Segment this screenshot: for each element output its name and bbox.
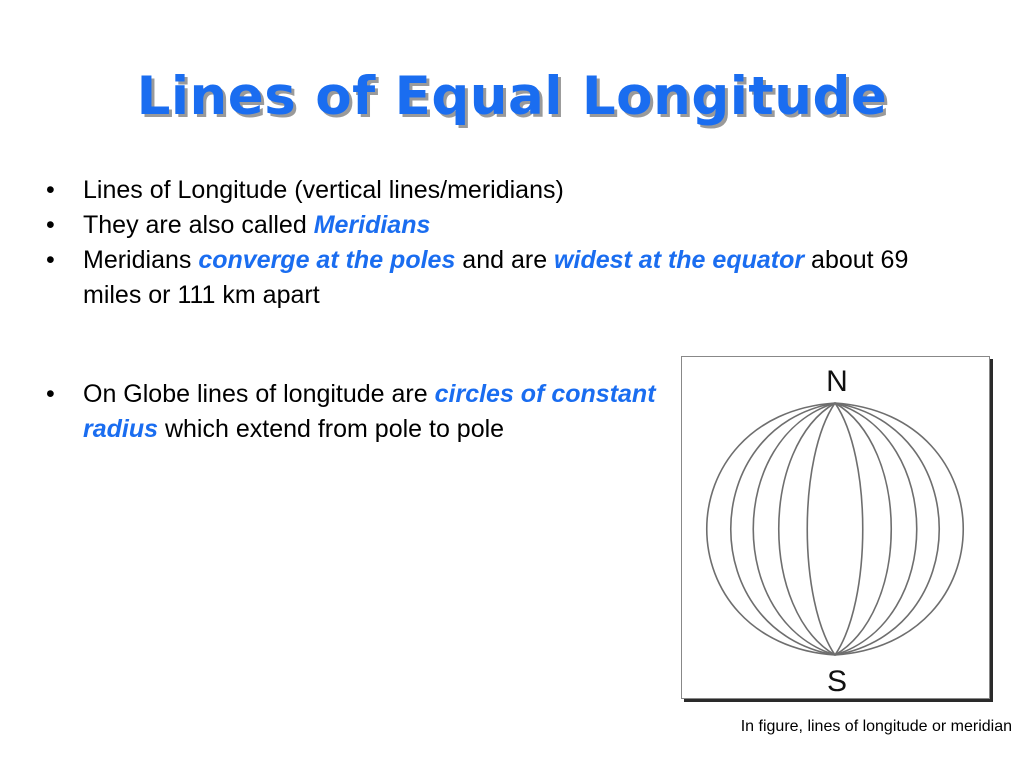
- highlight-converge: converge at the poles: [198, 246, 456, 274]
- bullet-item: [46, 208, 966, 243]
- bullet-text: which extend from pole to pole: [158, 415, 505, 443]
- meridian-line: [835, 403, 963, 655]
- bullet-dot: •: [46, 380, 55, 408]
- north-label: N: [826, 365, 848, 398]
- bullet-text: They are also called: [83, 211, 314, 239]
- south-label: S: [826, 665, 847, 698]
- bullet-text: Lines of Longitude (vertical lines/meridians): [83, 176, 564, 204]
- meridian-line: [753, 403, 835, 655]
- meridian-line: [731, 403, 835, 655]
- bullet-item: [46, 243, 966, 313]
- highlight-circles: circles of constant radius: [83, 380, 656, 443]
- bullet-text: On Globe lines of longitude are: [83, 380, 435, 408]
- bullet-dot: •: [46, 211, 55, 239]
- bullet-item: [46, 173, 966, 208]
- highlight-meridians: Meridians: [313, 211, 431, 239]
- highlight-widest: widest at the equator: [554, 246, 805, 274]
- bullet-dot: •: [46, 176, 55, 204]
- meridian-line: [835, 403, 939, 655]
- bullet-text: and are: [455, 246, 555, 274]
- bullet-dot: •: [46, 246, 55, 274]
- slide-title: Lines of Equal Longitude: [136, 66, 888, 127]
- figure-caption: In figure, lines of longitude or meridian: [740, 718, 1012, 735]
- globe-figure: [681, 356, 990, 699]
- bullet-list-top: [46, 173, 966, 313]
- meridian-line: [835, 403, 917, 655]
- meridian-line: [707, 403, 835, 655]
- meridian-line: [807, 403, 835, 655]
- globe-meridians: [682, 357, 989, 698]
- bullet-text: Meridians: [83, 246, 199, 274]
- meridian-line: [835, 403, 863, 655]
- bullet-text: about 69 miles or 111 km apart: [83, 246, 909, 309]
- bullet-list-bottom: [46, 377, 658, 447]
- bullet-item: [46, 377, 658, 447]
